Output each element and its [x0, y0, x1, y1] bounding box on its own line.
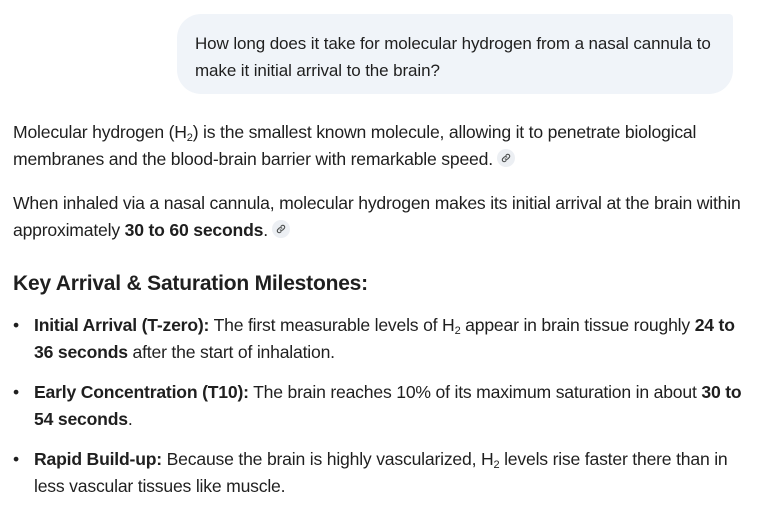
bullet-point: •: [13, 382, 19, 402]
citation-link-icon[interactable]: [497, 149, 515, 167]
response-paragraph-2: When inhaled via a nasal cannula, molecular hydrogen makes its initial arrival at the brain within approximately 30 to 60 seconds.: [13, 193, 741, 240]
citation-link-icon[interactable]: [272, 220, 290, 238]
user-message-text: How long does it take for molecular hydrogen from a nasal cannula to make it initial arrival to the brain?: [195, 34, 711, 80]
section-heading: Key Arrival & Saturation Milestones:: [13, 272, 368, 295]
list-item: • Early Concentration (T10): The brain reaches 10% of its maximum saturation in about 30 to 54 seconds.: [13, 379, 758, 433]
bullet-point: •: [13, 315, 19, 335]
response-paragraph-1: Molecular hydrogen $(H_2)$ is the smallest known molecule, allowing it to penetrate biological membranes and the blood-brain barrier with remarkable speed.: [13, 122, 697, 169]
list-item: • Rapid Build-up: Because the brain is highly vascularized, $H_2$ levels rise faster there than in less vascular tissues like muscle.: [13, 446, 758, 500]
bullet-point: •: [13, 449, 19, 469]
assistant-response: [13, 119, 758, 513]
list-item: • Initial Arrival (T-zero): The first measurable levels of $H_2$ appear in brain tissue roughly 24 to 36 seconds after the start of inhalation.: [13, 312, 758, 366]
user-message-bubble: [177, 14, 733, 94]
milestones-list: [13, 312, 758, 500]
